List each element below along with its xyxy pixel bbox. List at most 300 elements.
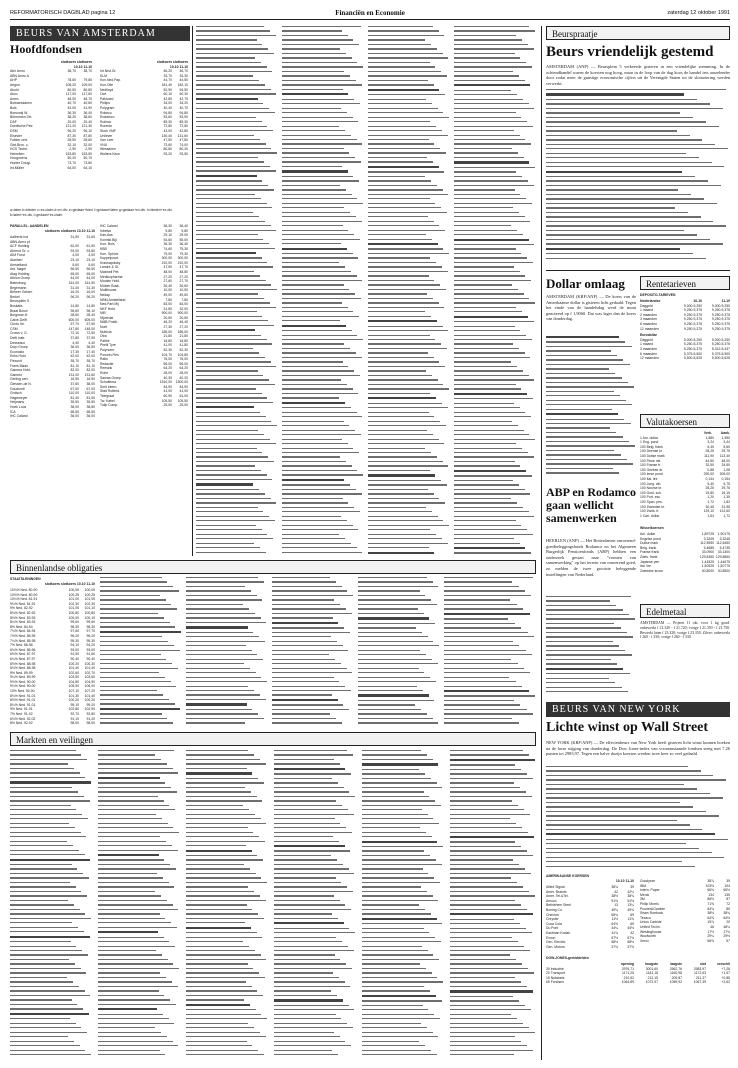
text-line [282, 465, 352, 466]
row-value: 14,80 [70, 303, 79, 308]
text-line [274, 990, 331, 991]
row-value: 106,00 [84, 684, 95, 689]
text-line [196, 239, 263, 240]
table-row [100, 152, 188, 157]
row-label: 7¼% Ned. 85-95 [10, 638, 36, 643]
text-line [546, 121, 706, 122]
text-line [282, 108, 341, 109]
text-line [10, 854, 85, 855]
text-line [10, 791, 78, 792]
text-line [272, 709, 349, 710]
text-line [196, 98, 258, 100]
row-value: 5,500-5,625 [711, 356, 730, 361]
text-line [186, 663, 244, 664]
text-line [368, 343, 441, 344]
text-line [100, 595, 160, 596]
text-line [98, 832, 179, 833]
row-value: 36,00 [86, 414, 95, 419]
text-line [10, 972, 86, 973]
row-label: Japanse yen [640, 559, 660, 564]
text-line [98, 891, 155, 892]
text-line [362, 977, 437, 978]
row-value: 38,00 [70, 404, 79, 409]
text-line [450, 805, 518, 806]
row-value: 5,500-5,625 [683, 356, 702, 361]
text-line [454, 403, 514, 404]
text-line [100, 586, 173, 587]
text-line [546, 833, 715, 835]
row-value: 90,40 [86, 656, 95, 661]
newyork-banner: BEURS VAN NEW YORK [546, 702, 730, 717]
text-line [450, 832, 528, 833]
text-line [454, 289, 518, 290]
text-line [98, 918, 165, 919]
row-label: 100 Joeg. din. [640, 481, 662, 486]
text-line [186, 694, 260, 695]
row-label: Ant. Nagel [10, 267, 26, 272]
row-value: 35,50 [86, 400, 95, 405]
row-value: 38½ [611, 894, 618, 899]
row-value: 37⅜ [611, 944, 618, 949]
row-label: 100 Zweedse kr. [640, 504, 665, 509]
row-value: 68½ [627, 940, 634, 945]
section-rule [546, 270, 730, 271]
text-line [100, 694, 163, 695]
text-line [546, 824, 690, 825]
text-line [546, 99, 697, 100]
text-line [454, 298, 529, 299]
text-line [454, 62, 526, 63]
text-line [282, 335, 357, 336]
row-value: 600,00 [68, 317, 79, 322]
row-label: 6¾% Ned. 92-02 [10, 716, 36, 721]
text-line [368, 480, 441, 481]
text-line [196, 343, 272, 344]
row-label: Ital. lire [640, 564, 651, 569]
row-label: Grolsch [10, 391, 22, 396]
text-line [186, 641, 265, 642]
row-value: 48,00 [721, 458, 730, 463]
text-line [274, 986, 350, 987]
text-line [196, 39, 257, 40]
text-line [282, 493, 362, 494]
text-line [10, 1041, 74, 1042]
text-line [282, 516, 341, 517]
text-line [282, 157, 355, 158]
text-line [546, 230, 684, 231]
text-line [450, 823, 516, 824]
text-line [546, 811, 706, 812]
row-value: 42,80 [163, 96, 172, 101]
row-value: 46,70 [179, 69, 188, 74]
wissel-sub: Wisselkoersen [640, 526, 664, 530]
row-label: Bols [10, 105, 17, 110]
row-value: 2983,97 [693, 966, 706, 971]
text-line [196, 266, 273, 267]
row-label: VNU [100, 142, 108, 147]
row-value: 54,90 [163, 384, 172, 389]
text-line [196, 552, 266, 553]
text-line [10, 759, 87, 760]
row-value: 107,10 [68, 689, 79, 694]
row-label: Mulder Bosk. [100, 283, 120, 288]
text-line [10, 977, 67, 978]
row-value: 30,60 [179, 283, 188, 288]
row-value: 80,80 [163, 147, 172, 152]
text-line [274, 778, 332, 779]
row-label: Hagemeyer [10, 395, 28, 400]
row-label: Calvé-Delft [10, 317, 27, 322]
row-value: 101,05 [84, 597, 95, 602]
text-line [272, 672, 352, 673]
text-line [450, 769, 521, 770]
row-value: 36,30 [67, 110, 76, 115]
row-value: 11⅝ [627, 917, 634, 922]
text-line [282, 216, 356, 217]
text-line [10, 754, 81, 755]
text-line [362, 877, 434, 878]
row-label: Amev [10, 96, 19, 101]
row-value: 100,00 [68, 615, 79, 620]
text-line [368, 465, 448, 466]
text-line [282, 547, 357, 548]
row-label: DSM [10, 128, 18, 133]
row-value: 93,20 [163, 151, 172, 156]
text-line [444, 623, 515, 624]
row-value: 3,3205 [703, 536, 714, 541]
text-line [186, 1036, 266, 1037]
text-line [274, 928, 349, 929]
text-line [362, 904, 419, 905]
text-line [368, 26, 433, 27]
row-label: Beheer Gelder. [10, 290, 33, 295]
text-line [282, 99, 354, 100]
text-line [546, 459, 627, 460]
text-line [186, 895, 260, 896]
text-line [368, 311, 425, 312]
text-line [196, 384, 275, 385]
text-line [282, 143, 362, 144]
text-line [450, 909, 527, 910]
text-line [274, 946, 348, 947]
row-value: 102,30 [84, 601, 95, 606]
markten-banner: Markten en veilingen [10, 732, 536, 746]
text-line [450, 990, 533, 992]
row-label: Robeco [100, 110, 112, 115]
text-line [186, 959, 266, 960]
text-line [274, 981, 345, 982]
text-line [362, 1041, 419, 1042]
text-line [196, 375, 263, 376]
text-line [282, 330, 352, 331]
text-line [454, 171, 516, 172]
row-value: 41,80 [179, 343, 188, 348]
text-line [546, 239, 710, 240]
text-line [454, 117, 521, 118]
text-line [196, 425, 277, 426]
row-label: Palthe [100, 338, 110, 343]
row-label: NIB [100, 311, 106, 316]
text-line [196, 53, 274, 54]
row-value: 101,40 [84, 693, 95, 698]
text-line [362, 882, 440, 883]
row-value: 81,40 [70, 395, 79, 400]
row-value: 100,80 [84, 610, 95, 615]
row-label: Rodamco [100, 115, 115, 120]
text-line [196, 421, 271, 422]
text-line [368, 71, 441, 72]
row-label: 9½% Ned. 90-00 [10, 679, 36, 684]
text-line [282, 289, 349, 290]
text-line [98, 791, 177, 792]
text-line [98, 1004, 176, 1005]
text-line [186, 713, 258, 714]
row-label: Chrysler [546, 917, 559, 922]
text-line [546, 216, 701, 217]
text-line [546, 673, 630, 674]
text-line [368, 262, 436, 263]
text-line [282, 416, 362, 417]
text-line [196, 225, 271, 226]
row-value: 46,20 [163, 69, 172, 74]
text-line [368, 234, 426, 235]
row-value: 117,00 [65, 92, 76, 97]
text-line [368, 298, 433, 299]
text-line [10, 1023, 76, 1024]
row-label: Eastman Kodak [546, 930, 570, 935]
row-label: Burgman-H. [10, 313, 29, 318]
text-line [450, 850, 527, 851]
text-line [368, 121, 430, 122]
text-line [546, 377, 622, 378]
text-line [454, 198, 526, 199]
text-line [450, 1018, 517, 1019]
row-label: IBM [640, 883, 647, 888]
text-line [282, 48, 340, 49]
footnote: a=laten b=bieden c=ex-claim d=ex-div. e=gedaan+bied. f=gedaan+laten g=gedaan+ex-div. h=bieden+ex-div. k=laten+ex-div. l=gedaan+ex-claim [10, 208, 173, 217]
table-row [10, 721, 95, 726]
row-label: Polynorm [100, 348, 115, 353]
text-line [274, 805, 342, 806]
text-line [546, 806, 693, 807]
row-label: Berkel [10, 294, 20, 299]
row-label: Ned.Part.Mij [100, 302, 119, 307]
row-value: 38,00 [86, 382, 95, 386]
text-line [358, 604, 437, 605]
text-line [186, 891, 254, 892]
text-line [454, 84, 530, 86]
text-line [546, 176, 695, 177]
text-line [368, 520, 443, 521]
text-line [546, 857, 724, 858]
text-line [274, 859, 337, 860]
row-value: 4,00 [72, 253, 79, 258]
text-line [454, 80, 525, 81]
row-label: 100 Zwits. fr. [640, 509, 660, 514]
row-value: 5,000-5,250 [683, 337, 702, 342]
text-line [282, 443, 348, 444]
row-value: 35,70 [86, 359, 95, 364]
text-line [196, 352, 259, 353]
row-value: 129,8850 [715, 554, 730, 559]
text-line [546, 861, 682, 862]
text-line [358, 713, 427, 714]
text-line [274, 1014, 336, 1015]
text-line [282, 489, 356, 490]
row-value: 98,30 [70, 624, 79, 629]
text-line [186, 613, 255, 614]
text-line [186, 981, 246, 982]
text-line [450, 996, 513, 997]
text-line [274, 759, 334, 760]
row-label: 100 Ital. lire [640, 476, 658, 481]
row-value: 41,00 [163, 389, 172, 394]
text-line [368, 507, 426, 508]
text-line [546, 788, 697, 789]
row-value: 1,89725 [701, 532, 714, 536]
text-line [358, 608, 418, 609]
text-line [274, 950, 354, 951]
row-value: 185,00 [161, 329, 172, 334]
text-line [186, 832, 253, 833]
text-line [454, 393, 527, 395]
text-line [186, 1009, 256, 1010]
row-label: Medicopharma [100, 274, 123, 279]
text-line [362, 791, 424, 792]
row-value: 39 [726, 879, 730, 883]
row-value: 105,50 [161, 398, 172, 403]
text-line [196, 93, 276, 94]
text-line [196, 307, 276, 308]
text-line [98, 796, 158, 797]
text-line [274, 900, 340, 901]
row-value: 98,00 [70, 721, 79, 726]
text-line [362, 864, 442, 865]
text-line [196, 230, 276, 231]
text-line [282, 397, 339, 398]
row-value: 1,880 [705, 435, 714, 440]
text-line [368, 271, 448, 272]
text-line [10, 1050, 85, 1051]
text-line [368, 66, 435, 67]
text-line [362, 946, 422, 947]
text-line [368, 393, 430, 394]
row-value: 64½ [723, 915, 730, 920]
row-label: CSM [10, 326, 18, 331]
text-line [546, 225, 726, 226]
text-line [368, 189, 443, 190]
text-line [454, 321, 534, 322]
text-line [186, 622, 266, 623]
table-row [640, 327, 730, 332]
row-value: 1072,97 [645, 980, 658, 985]
row-value: 54,90 [179, 384, 188, 389]
row-value: 9,250-9,375 [683, 317, 702, 322]
text-line [186, 972, 259, 973]
text-line [546, 654, 632, 655]
row-value: 3,3245 [719, 536, 730, 541]
text-line [546, 413, 618, 415]
text-line [282, 320, 340, 321]
text-line [546, 793, 710, 794]
text-line [454, 443, 516, 444]
text-line [282, 538, 345, 539]
row-label: Kon. Bols [100, 242, 115, 247]
row-value: 82,00 [86, 368, 95, 373]
text-line [362, 773, 425, 774]
row-label: 8½% Ned. 88-98 [10, 661, 36, 666]
text-line [454, 307, 516, 308]
text-line [98, 859, 164, 860]
row-value: 107,20 [84, 689, 95, 694]
row-value: 9,250-9,375 [711, 317, 730, 322]
text-line [546, 108, 723, 109]
row-value: 7,80 [165, 297, 172, 302]
row-value: 9,250-9,375 [683, 321, 702, 326]
text-line [362, 759, 433, 760]
row-value: 20,50 [179, 315, 188, 320]
row-label: Gerling cert. [10, 377, 29, 382]
row-value: 49,00 [163, 292, 172, 297]
text-line [454, 180, 528, 181]
row-value: 98,00 [86, 721, 95, 726]
text-line [368, 375, 432, 376]
row-label: 9% Ned. 91-01 [10, 707, 33, 712]
text-line [368, 421, 440, 422]
text-line [98, 854, 159, 856]
row-value: 62,00 [70, 244, 79, 249]
row-value: 105,90 [68, 684, 79, 689]
text-line [358, 613, 424, 614]
parallel-title: PARALLEL. AANDELEN [10, 224, 49, 228]
row-value: 28,60 [83, 138, 92, 143]
text-line [186, 886, 248, 887]
rente-table [640, 299, 730, 409]
text-line [282, 130, 345, 131]
text-line [10, 891, 81, 892]
text-line [196, 397, 267, 398]
text-line [282, 474, 363, 475]
text-line [196, 180, 262, 181]
row-label: Maxwell Pet. [100, 269, 120, 274]
row-label: AHP [10, 78, 17, 83]
text-line [282, 316, 359, 317]
text-line [10, 841, 67, 842]
row-label: Tw. Kabel [100, 398, 115, 403]
row-label: Gist-Broc. c. [10, 142, 29, 147]
text-line [272, 608, 346, 609]
text-line [274, 891, 353, 892]
text-line [368, 543, 448, 544]
text-line [282, 520, 347, 521]
text-line [10, 796, 84, 797]
text-line [282, 180, 359, 181]
text-line [10, 936, 90, 938]
text-line [282, 430, 355, 431]
row-value: 84,00 [179, 302, 188, 307]
text-line [100, 686, 176, 687]
row-value: 56,50 [86, 267, 95, 272]
text-line [454, 448, 522, 449]
text-line [546, 144, 715, 145]
text-line [444, 595, 531, 596]
text-line [282, 529, 358, 530]
text-line [454, 461, 515, 462]
row-value: 39 [630, 885, 634, 889]
row-value: 48,00 [163, 269, 172, 274]
row-label: Daggeld [640, 303, 653, 308]
text-line [368, 443, 444, 444]
